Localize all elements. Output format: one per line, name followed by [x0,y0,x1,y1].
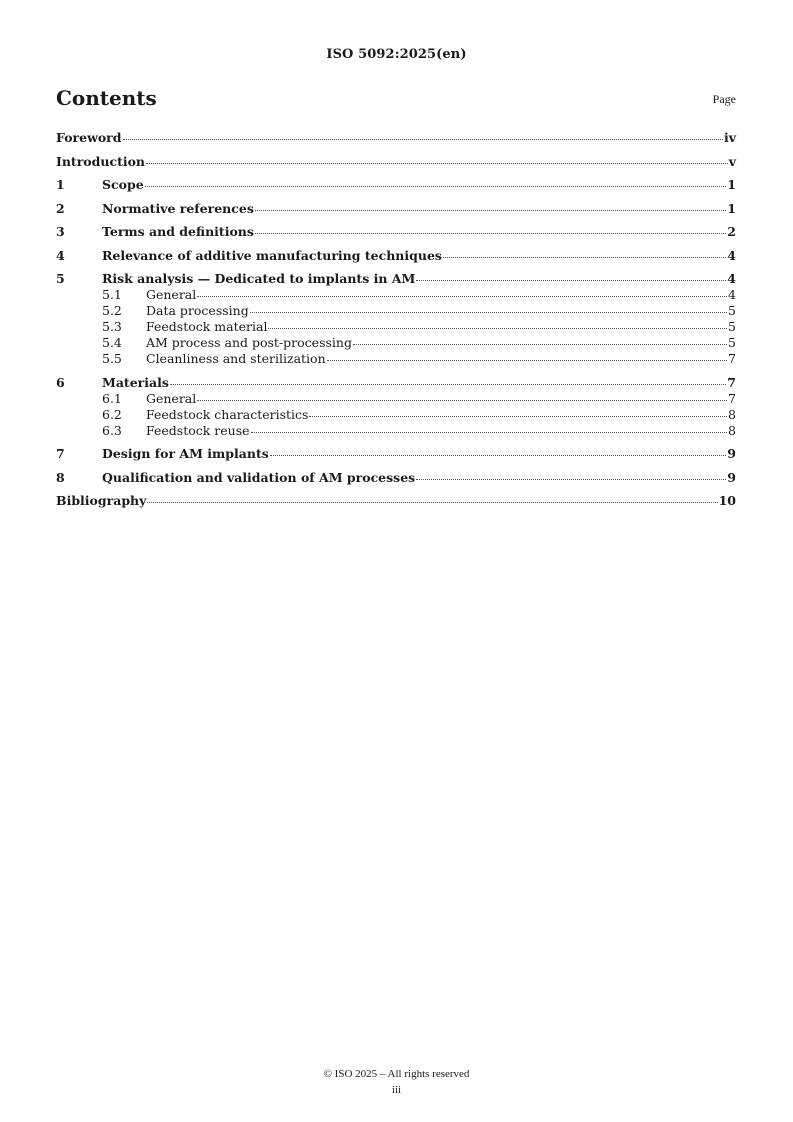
toc-entry[interactable] [56,494,736,508]
toc-subentry[interactable] [56,424,736,438]
dot-leader [255,210,726,211]
toc-entry-number: 1 [56,177,65,192]
toc-entry-number: 5.3 [102,319,122,334]
toc-entry-title[interactable]: Normative references [102,200,254,216]
toc-entry-title[interactable]: AM process and post-processing [146,335,352,350]
document-header: ISO 5092:2025(en) [326,47,467,62]
toc-entry-page[interactable]: 2 [727,224,736,239]
toc-entry-title[interactable]: Scope [102,177,144,192]
page-footer [0,1066,793,1098]
toc-entry-page[interactable]: iv [723,130,736,145]
toc-entry-number: 5.4 [102,335,122,350]
toc-entry-number: 6.2 [102,406,122,422]
toc-subentry[interactable] [56,288,736,302]
dot-leader [416,479,726,480]
dot-leader [309,416,727,417]
toc-entry-page[interactable]: 5 [728,335,736,350]
toc-entry[interactable] [56,471,736,485]
toc-entry[interactable] [56,272,736,286]
dot-leader [353,344,727,345]
toc-entry-page[interactable]: 1 [727,177,736,192]
toc-entry[interactable] [56,131,736,145]
toc-entry-number: 5 [56,271,65,286]
copyright-notice: © ISO 2025 – All rights reserved [323,1068,470,1080]
toc-entry-title[interactable]: Qualification and validation of AM processes [102,469,416,485]
toc-entry-number: 8 [56,469,65,485]
dot-leader [250,312,727,313]
dot-leader [147,502,717,503]
toc-entry-number: 3 [56,224,65,239]
toc-entry[interactable] [56,249,736,263]
dot-leader [416,280,726,281]
toc-entry[interactable] [56,225,736,239]
toc-entry-number: 5.5 [102,351,122,366]
toc-subentry[interactable] [56,320,736,334]
toc-entry[interactable] [56,447,736,461]
toc-entry-page[interactable]: 7 [727,374,736,390]
toc-entry-title[interactable]: Data processing [146,303,249,318]
toc-entry-number: 5.1 [102,287,122,302]
dot-leader [146,163,728,164]
toc-entry-page[interactable]: 4 [727,247,736,263]
toc-entry-page[interactable]: 4 [728,287,736,302]
dot-leader [443,257,726,258]
toc-entry-title[interactable]: Feedstock characteristics [146,406,309,422]
toc-subentry[interactable] [56,352,736,366]
dot-leader [270,455,727,456]
toc-entry-title[interactable]: Bibliography [56,493,147,508]
toc-entry-number: 6.1 [102,390,122,406]
contents-title: Contents [56,86,157,110]
toc-entry-number: 7 [56,446,65,461]
page-number: iii [391,1084,402,1096]
toc-subentry[interactable] [56,336,736,350]
toc-entry-title[interactable]: Feedstock reuse [146,422,250,438]
toc-entry[interactable] [56,178,736,192]
toc-subentry[interactable] [56,408,736,422]
dot-leader [327,360,727,361]
toc-entry-number: 2 [56,200,65,216]
toc-entry-page[interactable]: 1 [727,200,736,216]
dot-leader [197,296,727,297]
toc-entry-title[interactable]: Design for AM implants [102,446,269,461]
toc-entry[interactable] [56,376,736,390]
toc-entry-title[interactable]: Terms and definitions [102,224,254,239]
toc-entry-page[interactable]: 9 [727,469,736,485]
toc-entry-title[interactable]: Feedstock material [146,319,268,334]
toc-entry-number: 6 [56,374,65,390]
table-of-contents [56,131,736,508]
toc-entry-page[interactable]: 5 [728,319,736,334]
toc-entry-page[interactable]: 8 [728,422,736,438]
dot-leader [145,186,727,187]
toc-entry-number: 6.3 [102,422,122,438]
toc-entry-title[interactable]: General [146,287,197,302]
dot-leader [197,400,727,401]
toc-subentry[interactable] [56,304,736,318]
dot-leader [123,139,723,140]
dot-leader [170,384,726,385]
dot-leader [255,233,726,234]
toc-entry-page[interactable]: 10 [718,493,736,508]
toc-entry-page[interactable]: 8 [728,406,736,422]
toc-entry-number: 5.2 [102,303,122,318]
toc-entry-page[interactable]: 5 [728,303,736,318]
toc-entry-page[interactable]: v [728,153,736,169]
toc-entry-title[interactable]: Cleanliness and sterilization [146,351,326,366]
toc-entry[interactable] [56,202,736,216]
toc-entry-title[interactable]: Relevance of additive manufacturing techniques [102,247,442,263]
toc-subentry[interactable] [56,392,736,406]
dot-leader [251,432,728,433]
page-column-label: Page [712,92,736,106]
toc-entry-page[interactable]: 7 [728,351,736,366]
toc-entry-page[interactable]: 9 [727,446,736,461]
dot-leader [268,328,727,329]
toc-entry[interactable] [56,155,736,169]
toc-entry-title[interactable]: General [146,390,197,406]
toc-entry-page[interactable]: 4 [727,271,736,286]
toc-entry-title[interactable]: Foreword [56,130,122,145]
toc-entry-title[interactable]: Materials [102,374,169,390]
toc-entry-title[interactable]: Introduction [56,153,146,169]
toc-entry-page[interactable]: 7 [728,390,736,406]
toc-entry-number: 4 [56,247,65,263]
toc-entry-title[interactable]: Risk analysis — Dedicated to implants in AM [102,271,416,286]
